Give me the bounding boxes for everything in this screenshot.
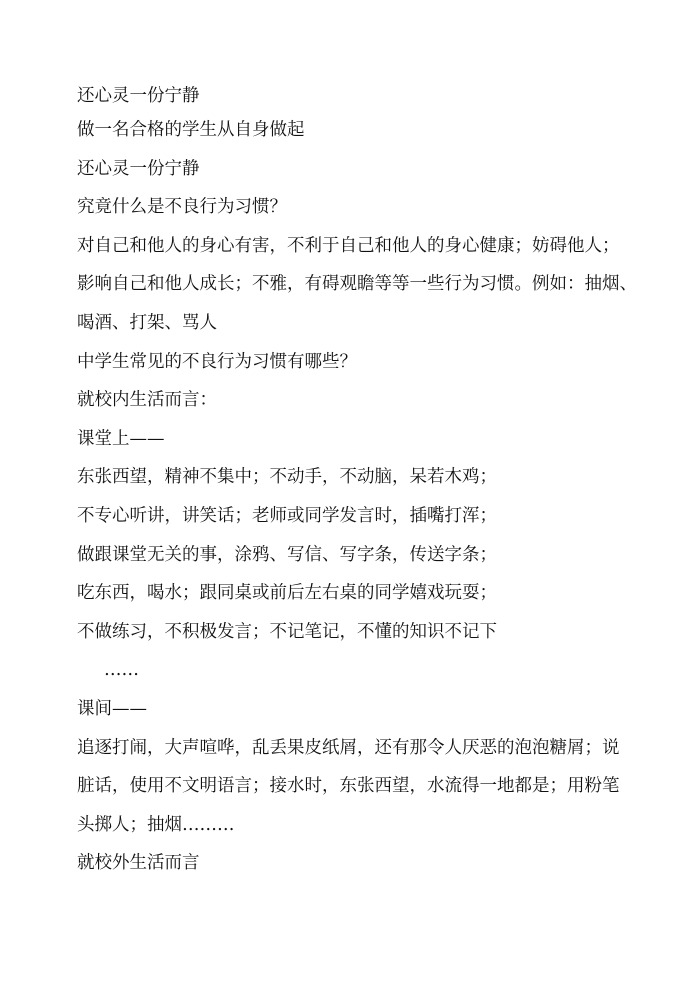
document-body [77,84,647,890]
text-line: 东张西望，精神不集中；不动手，不动脑，呆若木鸡； [77,467,497,488]
section-line: 就校外生活而言 [77,853,200,874]
text-line: 做跟课堂无关的事，涂鸦、写信、写字条，传送字条； [77,544,497,565]
subsection-line: 课堂上—— [77,428,165,449]
subsection-line: 课间—— [77,698,147,719]
text-line: 吃东西，喝水；跟同桌或前后左右桌的同学嬉戏玩耍； [77,583,497,604]
text-line: 不做练习，不积极发言；不记笔记，不懂的知识不记下 [77,621,497,642]
text-line: 影响自己和他人成长；不雅，有碍观瞻等等一些行为习惯。例如：抽烟、 [77,274,637,295]
section-line: 就校内生活而言： [77,390,217,411]
text-line: 追逐打闹，大声喧哗，乱丢果皮纸屑，还有那令人厌恶的泡泡糖屑；说 [77,737,620,758]
text-line: 对自己和他人的身心有害，不利于自己和他人的身心健康；妨碍他人； [77,235,620,256]
text-line: 喝酒、打架、骂人 [77,312,217,333]
text-line: 不专心听讲，讲笑话；老师或同学发言时，插嘴打浑； [77,505,497,526]
question-line: 中学生常见的不良行为习惯有哪些？ [77,351,357,372]
heading-line: 还心灵一份宁静 [77,158,200,179]
question-line: 究竟什么是不良行为习惯？ [77,197,287,218]
text-line: 脏话，使用不文明语言；接水时，东张西望，水流得一地都是；用粉笔 [77,776,620,797]
ellipsis-line: …… [104,660,139,681]
title-line: 还心灵一份宁静 [77,86,200,106]
text-line: 头掷人；抽烟……… [77,814,235,835]
heading-line: 做一名合格的学生从自身做起 [77,120,305,140]
